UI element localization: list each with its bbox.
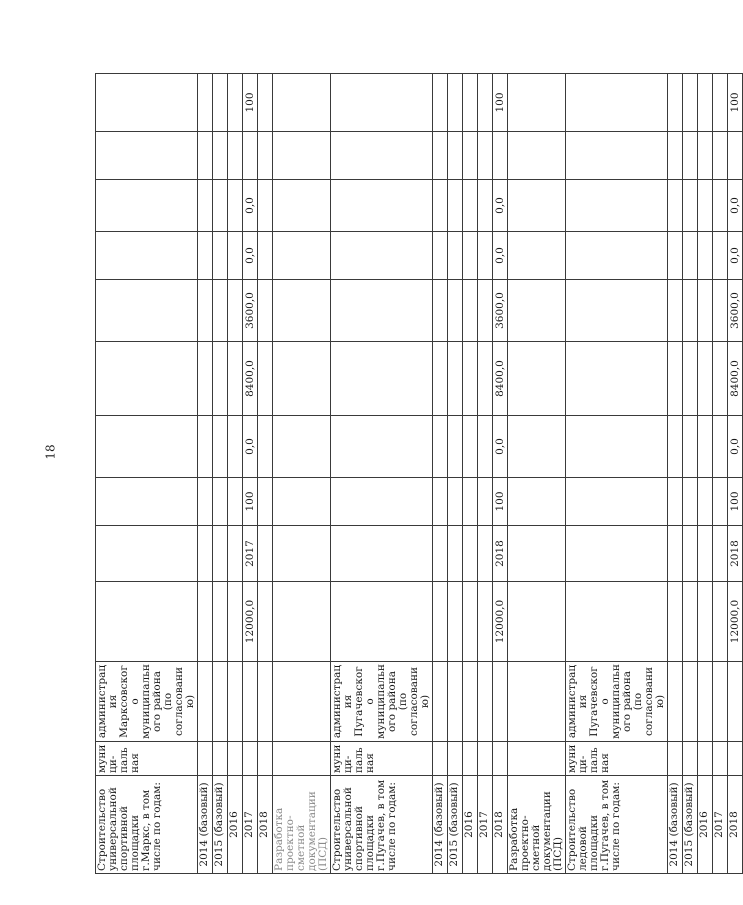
empty-cell xyxy=(683,662,698,742)
empty-cell xyxy=(713,742,728,776)
empty-cell xyxy=(478,662,493,742)
value-fed xyxy=(228,416,243,478)
empty-cell xyxy=(96,582,198,662)
value-loc xyxy=(213,280,228,342)
empty-cell xyxy=(273,132,331,180)
table-row xyxy=(198,74,213,874)
empty-cell xyxy=(228,662,243,742)
value-pct xyxy=(228,478,243,526)
empty-cell xyxy=(96,280,198,342)
value-total xyxy=(448,582,463,662)
empty-cell xyxy=(273,582,331,662)
value-loc xyxy=(668,280,683,342)
value-reg xyxy=(198,342,213,416)
empty-cell xyxy=(243,662,258,742)
empty-cell xyxy=(273,526,331,582)
empty-cell xyxy=(331,416,433,478)
year-label: 2016 xyxy=(463,776,478,874)
value-fed: 0,0 xyxy=(243,416,258,478)
value-other: 0,0 xyxy=(728,180,743,232)
table-row xyxy=(258,74,273,874)
value-fed xyxy=(698,416,713,478)
empty-cell xyxy=(508,132,566,180)
empty-cell xyxy=(508,74,566,132)
value-reg xyxy=(713,342,728,416)
empty-cell xyxy=(566,180,668,232)
value-period xyxy=(683,526,698,582)
value-result xyxy=(683,74,698,132)
year-label: 2018 xyxy=(728,776,743,874)
table-row xyxy=(713,74,728,874)
value-extra xyxy=(478,232,493,280)
empty-cell xyxy=(683,742,698,776)
value-other xyxy=(433,180,448,232)
value-reg: 8400,0 xyxy=(728,342,743,416)
executor-type: муници-пальная xyxy=(96,742,198,776)
empty-cell xyxy=(198,132,213,180)
empty-cell xyxy=(96,180,198,232)
empty-cell xyxy=(96,232,198,280)
empty-cell xyxy=(448,662,463,742)
value-period xyxy=(463,526,478,582)
empty-cell xyxy=(273,232,331,280)
year-label: 2015 (базовый) xyxy=(213,776,228,874)
value-extra: 0,0 xyxy=(493,232,508,280)
empty-cell xyxy=(728,742,743,776)
value-pct xyxy=(433,478,448,526)
value-loc xyxy=(463,280,478,342)
empty-cell xyxy=(566,232,668,280)
value-fed xyxy=(683,416,698,478)
table-row xyxy=(228,74,243,874)
value-reg xyxy=(668,342,683,416)
value-loc xyxy=(713,280,728,342)
empty-cell xyxy=(713,132,728,180)
value-total xyxy=(463,582,478,662)
table-row xyxy=(433,74,448,874)
empty-cell xyxy=(273,478,331,526)
value-total: 12000,0 xyxy=(728,582,743,662)
year-label: 2016 xyxy=(698,776,713,874)
value-other: 0,0 xyxy=(493,180,508,232)
empty-cell xyxy=(258,662,273,742)
value-other xyxy=(448,180,463,232)
value-other xyxy=(213,180,228,232)
empty-cell xyxy=(713,662,728,742)
value-result xyxy=(198,74,213,132)
value-fed xyxy=(478,416,493,478)
empty-cell xyxy=(96,342,198,416)
value-result xyxy=(668,74,683,132)
value-other xyxy=(668,180,683,232)
empty-cell xyxy=(508,232,566,280)
value-pct xyxy=(668,478,683,526)
value-extra xyxy=(713,232,728,280)
empty-cell xyxy=(463,742,478,776)
section-name: Строительство универсальной спортивной площадки г.Пугачев, в том числе по годам: xyxy=(331,776,433,874)
table-row xyxy=(463,74,478,874)
value-total xyxy=(478,582,493,662)
value-reg xyxy=(698,342,713,416)
table-row xyxy=(448,74,463,874)
year-label: 2015 (базовый) xyxy=(448,776,463,874)
value-loc xyxy=(198,280,213,342)
agency: администрация Пугачевского муниципального района (по согласованию) xyxy=(331,662,433,742)
value-period xyxy=(228,526,243,582)
value-extra xyxy=(258,232,273,280)
value-reg: 8400,0 xyxy=(243,342,258,416)
value-loc xyxy=(258,280,273,342)
empty-cell xyxy=(668,132,683,180)
empty-cell xyxy=(273,280,331,342)
value-pct xyxy=(213,478,228,526)
value-reg xyxy=(463,342,478,416)
year-label: 2015 (базовый) xyxy=(683,776,698,874)
value-extra xyxy=(228,232,243,280)
value-fed xyxy=(448,416,463,478)
value-other xyxy=(228,180,243,232)
value-result xyxy=(213,74,228,132)
empty-cell xyxy=(493,742,508,776)
value-extra xyxy=(683,232,698,280)
executor-type: муници-пальная xyxy=(566,742,668,776)
empty-cell xyxy=(331,526,433,582)
value-total xyxy=(433,582,448,662)
table-row xyxy=(493,74,508,874)
value-period xyxy=(213,526,228,582)
value-total xyxy=(198,582,213,662)
empty-cell xyxy=(331,342,433,416)
value-total xyxy=(683,582,698,662)
empty-cell xyxy=(331,280,433,342)
value-period xyxy=(478,526,493,582)
empty-cell xyxy=(96,416,198,478)
empty-cell xyxy=(566,582,668,662)
value-fed xyxy=(463,416,478,478)
year-label: 2018 xyxy=(258,776,273,874)
table-row xyxy=(508,74,566,874)
value-result xyxy=(713,74,728,132)
value-total xyxy=(668,582,683,662)
value-total xyxy=(228,582,243,662)
value-reg xyxy=(258,342,273,416)
empty-cell xyxy=(698,742,713,776)
value-result xyxy=(448,74,463,132)
value-other xyxy=(258,180,273,232)
value-fed xyxy=(713,416,728,478)
table-row xyxy=(478,74,493,874)
value-other xyxy=(698,180,713,232)
empty-cell xyxy=(508,416,566,478)
value-pct xyxy=(683,478,698,526)
value-extra xyxy=(213,232,228,280)
value-period: 2018 xyxy=(728,526,743,582)
table-row xyxy=(698,74,713,874)
table-row xyxy=(728,74,743,874)
value-period xyxy=(258,526,273,582)
value-period xyxy=(448,526,463,582)
table-body xyxy=(96,74,743,874)
value-period xyxy=(713,526,728,582)
value-result xyxy=(698,74,713,132)
table-row xyxy=(213,74,228,874)
section-name: Разработка проектно-сметной документации (ПСД) xyxy=(273,776,331,874)
value-result xyxy=(463,74,478,132)
empty-cell xyxy=(698,132,713,180)
value-loc xyxy=(228,280,243,342)
value-pct xyxy=(463,478,478,526)
executor-type xyxy=(273,742,331,776)
value-fed xyxy=(198,416,213,478)
agency: администрация Марксовского муниципального района (по согласованию) xyxy=(96,662,198,742)
value-total: 12000,0 xyxy=(243,582,258,662)
empty-cell xyxy=(683,132,698,180)
empty-cell xyxy=(463,662,478,742)
empty-cell xyxy=(728,132,743,180)
empty-cell xyxy=(566,342,668,416)
empty-cell xyxy=(433,132,448,180)
executor-type: муници-пальная xyxy=(331,742,433,776)
empty-cell xyxy=(331,478,433,526)
value-total xyxy=(258,582,273,662)
table-row xyxy=(96,74,198,874)
value-extra xyxy=(433,232,448,280)
rotated-page xyxy=(95,74,741,874)
empty-cell xyxy=(698,662,713,742)
value-pct: 100 xyxy=(243,478,258,526)
empty-cell xyxy=(273,416,331,478)
empty-cell xyxy=(273,180,331,232)
empty-cell xyxy=(258,742,273,776)
value-pct xyxy=(698,478,713,526)
value-extra xyxy=(198,232,213,280)
executor-type xyxy=(508,742,566,776)
empty-cell xyxy=(331,180,433,232)
year-label: 2016 xyxy=(228,776,243,874)
empty-cell xyxy=(433,662,448,742)
value-extra xyxy=(668,232,683,280)
value-result: 100 xyxy=(243,74,258,132)
value-period xyxy=(668,526,683,582)
value-pct xyxy=(478,478,493,526)
value-pct xyxy=(713,478,728,526)
empty-cell xyxy=(448,132,463,180)
value-total xyxy=(713,582,728,662)
value-total xyxy=(213,582,228,662)
empty-cell xyxy=(508,280,566,342)
table-row xyxy=(273,74,331,874)
value-extra: 0,0 xyxy=(728,232,743,280)
value-result: 100 xyxy=(493,74,508,132)
empty-cell xyxy=(96,132,198,180)
empty-cell xyxy=(493,662,508,742)
value-loc xyxy=(448,280,463,342)
year-label: 2014 (базовый) xyxy=(668,776,683,874)
table-row xyxy=(683,74,698,874)
value-other xyxy=(198,180,213,232)
empty-cell xyxy=(258,132,273,180)
empty-cell xyxy=(508,526,566,582)
value-fed xyxy=(213,416,228,478)
empty-cell xyxy=(566,416,668,478)
empty-cell xyxy=(331,232,433,280)
value-extra xyxy=(463,232,478,280)
empty-cell xyxy=(198,662,213,742)
value-loc xyxy=(478,280,493,342)
value-extra xyxy=(448,232,463,280)
empty-cell xyxy=(198,742,213,776)
year-label: 2017 xyxy=(713,776,728,874)
program-table xyxy=(95,73,743,874)
empty-cell xyxy=(96,74,198,132)
table-row xyxy=(331,74,433,874)
table-row xyxy=(243,74,258,874)
empty-cell xyxy=(331,74,433,132)
agency xyxy=(508,662,566,742)
value-reg xyxy=(213,342,228,416)
empty-cell xyxy=(331,582,433,662)
page-number: 18 xyxy=(43,444,58,460)
value-reg xyxy=(448,342,463,416)
value-pct xyxy=(448,478,463,526)
value-fed: 0,0 xyxy=(728,416,743,478)
empty-cell xyxy=(243,742,258,776)
value-reg xyxy=(433,342,448,416)
value-period: 2018 xyxy=(493,526,508,582)
value-fed xyxy=(433,416,448,478)
empty-cell xyxy=(493,132,508,180)
value-loc xyxy=(698,280,713,342)
empty-cell xyxy=(566,526,668,582)
value-period xyxy=(698,526,713,582)
value-result xyxy=(478,74,493,132)
table-row xyxy=(566,74,668,874)
value-pct xyxy=(198,478,213,526)
value-period xyxy=(198,526,213,582)
value-other xyxy=(713,180,728,232)
empty-cell xyxy=(566,132,668,180)
empty-cell xyxy=(448,742,463,776)
empty-cell xyxy=(566,74,668,132)
value-reg xyxy=(478,342,493,416)
value-fed xyxy=(258,416,273,478)
value-other: 0,0 xyxy=(243,180,258,232)
empty-cell xyxy=(96,526,198,582)
table-row xyxy=(668,74,683,874)
empty-cell xyxy=(228,132,243,180)
empty-cell xyxy=(463,132,478,180)
empty-cell xyxy=(243,132,258,180)
value-other xyxy=(478,180,493,232)
year-label: 2014 (базовый) xyxy=(433,776,448,874)
empty-cell xyxy=(273,342,331,416)
empty-cell xyxy=(213,742,228,776)
value-other xyxy=(683,180,698,232)
empty-cell xyxy=(273,74,331,132)
value-pct xyxy=(258,478,273,526)
value-reg xyxy=(228,342,243,416)
empty-cell xyxy=(508,582,566,662)
empty-cell xyxy=(331,132,433,180)
empty-cell xyxy=(228,742,243,776)
year-label: 2017 xyxy=(243,776,258,874)
value-result xyxy=(433,74,448,132)
value-period xyxy=(433,526,448,582)
empty-cell xyxy=(566,478,668,526)
agency xyxy=(273,662,331,742)
value-extra xyxy=(698,232,713,280)
empty-cell xyxy=(213,132,228,180)
year-label: 2017 xyxy=(478,776,493,874)
value-total xyxy=(698,582,713,662)
section-name: Разработка проектно-сметной документации (ПСД) xyxy=(508,776,566,874)
value-result xyxy=(258,74,273,132)
value-total: 12000,0 xyxy=(493,582,508,662)
value-result: 100 xyxy=(728,74,743,132)
year-label: 2018 xyxy=(493,776,508,874)
empty-cell xyxy=(478,132,493,180)
empty-cell xyxy=(508,478,566,526)
value-period: 2017 xyxy=(243,526,258,582)
empty-cell xyxy=(668,742,683,776)
section-name: Строительство ледовой площадки г.Пугачев, в том числе по годам: xyxy=(566,776,668,874)
empty-cell xyxy=(508,342,566,416)
value-loc: 3600,0 xyxy=(728,280,743,342)
value-loc xyxy=(683,280,698,342)
empty-cell xyxy=(566,280,668,342)
agency: администрация Пугачевского муниципального района (по согласованию) xyxy=(566,662,668,742)
value-loc: 3600,0 xyxy=(243,280,258,342)
empty-cell xyxy=(213,662,228,742)
empty-cell xyxy=(478,742,493,776)
value-extra: 0,0 xyxy=(243,232,258,280)
empty-cell xyxy=(508,180,566,232)
empty-cell xyxy=(433,742,448,776)
value-pct: 100 xyxy=(728,478,743,526)
value-loc xyxy=(433,280,448,342)
value-result xyxy=(228,74,243,132)
value-pct: 100 xyxy=(493,478,508,526)
section-name: Строительство универсальной спортивной площадки г.Маркс, в том числе по годам: xyxy=(96,776,198,874)
value-reg: 8400,0 xyxy=(493,342,508,416)
empty-cell xyxy=(96,478,198,526)
value-other xyxy=(463,180,478,232)
value-loc: 3600,0 xyxy=(493,280,508,342)
year-label: 2014 (базовый) xyxy=(198,776,213,874)
value-fed: 0,0 xyxy=(493,416,508,478)
empty-cell xyxy=(668,662,683,742)
value-reg xyxy=(683,342,698,416)
value-fed xyxy=(668,416,683,478)
empty-cell xyxy=(728,662,743,742)
